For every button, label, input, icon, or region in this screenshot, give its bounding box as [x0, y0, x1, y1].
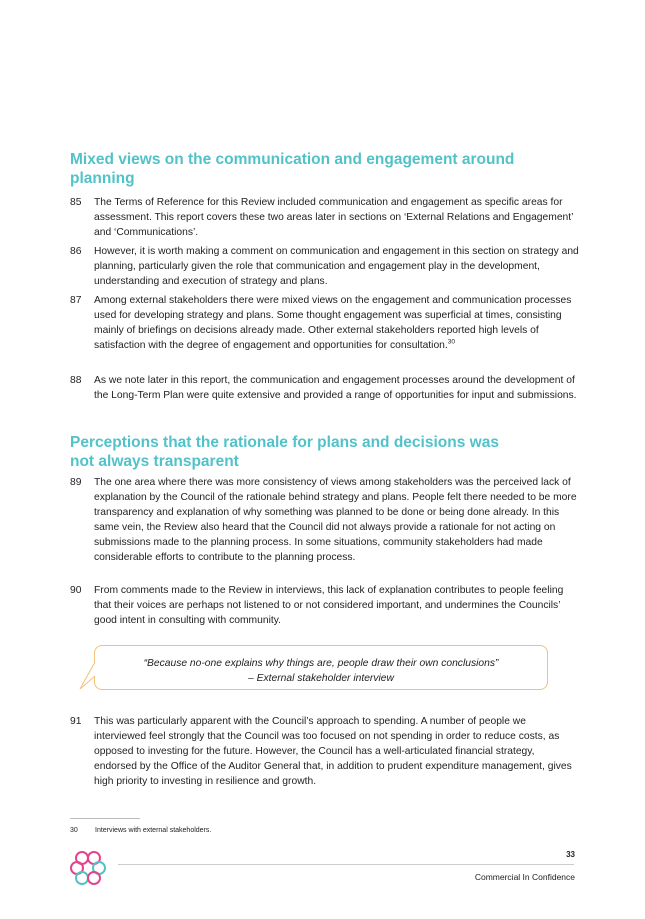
quote-attribution: – External stakeholder interview [248, 673, 394, 684]
paragraph-text [94, 293, 580, 353]
paragraph-text: The one area where there was more consistency of views among stakeholders was the perceived lack of explanation by the Council of the rationale behind strategy and plans. People felt there needed to be more transparency and explanation of why something was planned to be done or being done already. In this same vein, the Review also heard that the Council did not always provide a rationale for not acting on submissions made to the planning process. In some situations, community stakeholders had made considerable efforts to contribute to the planning process. [94, 477, 577, 563]
quote-body: “Because no-one explains why things are, people draw their own conclusions” [143, 658, 499, 669]
footnote-text: Interviews with external stakeholders. [95, 827, 212, 834]
footnote [70, 826, 211, 836]
page-number: 33 [566, 850, 575, 859]
paragraph-86 [70, 244, 580, 289]
section-heading-communication: Mixed views on the communication and engagement around planning [70, 151, 515, 187]
speech-bubble-tail-icon [79, 662, 97, 692]
council-logo-icon [70, 850, 106, 886]
paragraph-number: 85 [70, 197, 82, 208]
paragraph-number: 91 [70, 716, 82, 727]
paragraph-number: 88 [70, 375, 82, 386]
paragraph-text: The Terms of Reference for this Review included communication and engagement as specific areas for assessment. This report covers these two areas later in sections on ‘External Relations and Engagement’ and ‘Communications’. [94, 197, 574, 238]
paragraph-90 [70, 583, 580, 628]
paragraph-87-body: Among external stakeholders there were mixed views on the engagement and communication processes used for developing strategy and plans. Some thought engagement was superficial at times, consisting mainly of briefings on decisions already made. Other external stakeholders reported high levels of satisfaction with the degree of engagement and opportunities for consultation. [94, 295, 572, 351]
paragraph-89 [70, 475, 580, 565]
paragraph-text: From comments made to the Review in interviews, this lack of explanation contributes to people feeling that their voices are perhaps not listened to or not considered important, and undermines the Councils’ good intent in consulting with community. [94, 585, 564, 626]
heading-line-1: Perceptions that the rationale for plans and decisions was [70, 434, 499, 451]
paragraph-number: 90 [70, 585, 82, 596]
paragraph-text: However, it is worth making a comment on communication and engagement in this section on strategy and planning, particularly given the role that communication and engagement play in the development, understanding and execution of strategy and plans. [94, 246, 579, 287]
footer-divider [118, 864, 574, 865]
pull-quote [94, 645, 548, 690]
confidentiality-label: Commercial In Confidence [474, 872, 575, 882]
paragraph-text: This was particularly apparent with the Council’s approach to spending. A number of people we interviewed feel strongly that the Council was too focused on not spending in order to reduce costs, as opposed to investing for the future. However, the Council has a well-articulated financial strategy, endorsed by the Office of the Auditor General that, in addition to prudent expenditure management, gives high priority to investing in resilience and growth. [94, 716, 572, 787]
footnote-reference[interactable]: 30 [447, 338, 455, 346]
heading-line-2: not always transparent [70, 453, 239, 470]
footnote-number: 30 [70, 827, 78, 834]
paragraph-number: 87 [70, 295, 82, 306]
pull-quote-text [95, 656, 547, 686]
paragraph-91 [70, 714, 580, 789]
paragraph-text: As we note later in this report, the communication and engagement processes around the development of the Long-Term Plan were quite extensive and provided a range of opportunities for input and submissions. [94, 375, 577, 401]
paragraph-number: 86 [70, 246, 82, 257]
paragraph-number: 89 [70, 477, 82, 488]
paragraph-85 [70, 195, 580, 240]
paragraph-88 [70, 373, 580, 403]
paragraph-87 [70, 293, 580, 353]
footnote-divider [70, 818, 140, 819]
section-heading-perceptions [70, 433, 550, 471]
